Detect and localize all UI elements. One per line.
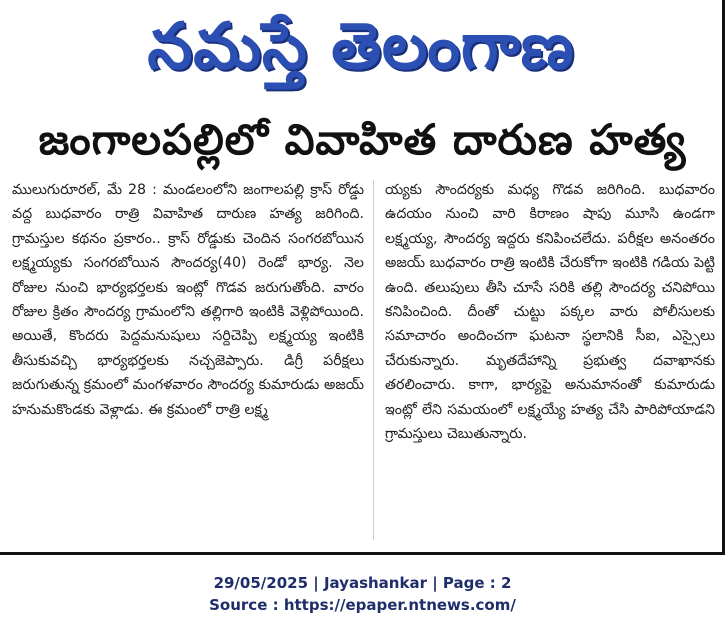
footer-date-line: 29/05/2025 | Jayashankar | Page : 2 [213,574,512,592]
column-divider [373,180,374,540]
footer-source-line: Source : https://epaper.ntnews.com/ [209,596,516,614]
article-column-left [12,178,364,422]
article-text-right: య్యకు సౌందర్యకు మధ్య గొడవ జరిగింది. బుధవారం ఉదయం నుంచి వారి కిరాణం షాపు మూసి ఉండగా లక్ష్మయ్య, సౌందర్య ఇద్దరు కనిపించలేదు. పరీక్షల అనంతరం అజయ్ బుధవారం రాత్రి ఇంటికి చేరుకోగా ఇంటికి గడియ పెట్టి ఉంది. తలుపులు తీసి చూసే సరికి తల్లి సౌందర్య చనిపోయి కనిపించింది. దీంతో చుట్టు పక్కల వారు పోలీసులకు సమాచారం అందించగా ఘటనా స్థలానికి సీఐ, ఎస్సైలు చేరుకున్నారు. మృతదేహాన్ని ప్రభుత్వ దవాఖానకు తరలించారు. కాగా, భార్యపై అనుమానంతో కుమారుడు ఇంట్లో లేని సమయంలో లక్ష్మయ్యే హత్య చేసి పారిపోయాడని గ్రామస్తులు చెబుతున్నారు. [385,182,715,443]
masthead [0,0,722,105]
article-column-right [385,178,715,446]
article-text-left: ములుగురూరల్, మే 28 : మండలంలోని జంగాలపల్లి క్రాస్ రోడ్డు వద్ద బుధవారం రాత్రి వివాహిత దారుణ హత్య జరిగింది. గ్రామస్తుల కథనం ప్రకారం.. క్రాస్ రోడ్డుకు చెందిన సంగరబోయిన లక్ష్మయ్యకు సంగరబోయిన సౌందర్య(40) రెండో భార్య. నెల రోజుల నుంచి భార్యభర్తలకు ఇంట్లో గొడవ జరుగుతోంది. వారం రోజుల క్రితం సౌందర్య గ్రామంలోని తల్లిగారి ఇంటికి వెళ్లిపోయింది. అయితే, కొందరు పెద్దమనుషులు సర్దిచెప్పి లక్ష్మయ్య ఇంటికి తీసుకువచ్చి భార్యభర్తలకు నచ్చజెప్పారు. డిగ్రీ పరీక్షలు జరుగుతున్న క్రమంలో మంగళవారం సౌందర్య కుమారుడు అజయ్ హనుమకొండకు వెళ్లాడు. ఈ క్రమంలో రాత్రి లక్ష్మ [12,182,364,418]
source-footer [0,572,725,616]
masthead-logo: నమస్తే తెలంగాణ [147,10,575,84]
article-headline: జంగాలపల్లిలో వివాహిత దారుణ హత్య [38,115,687,164]
